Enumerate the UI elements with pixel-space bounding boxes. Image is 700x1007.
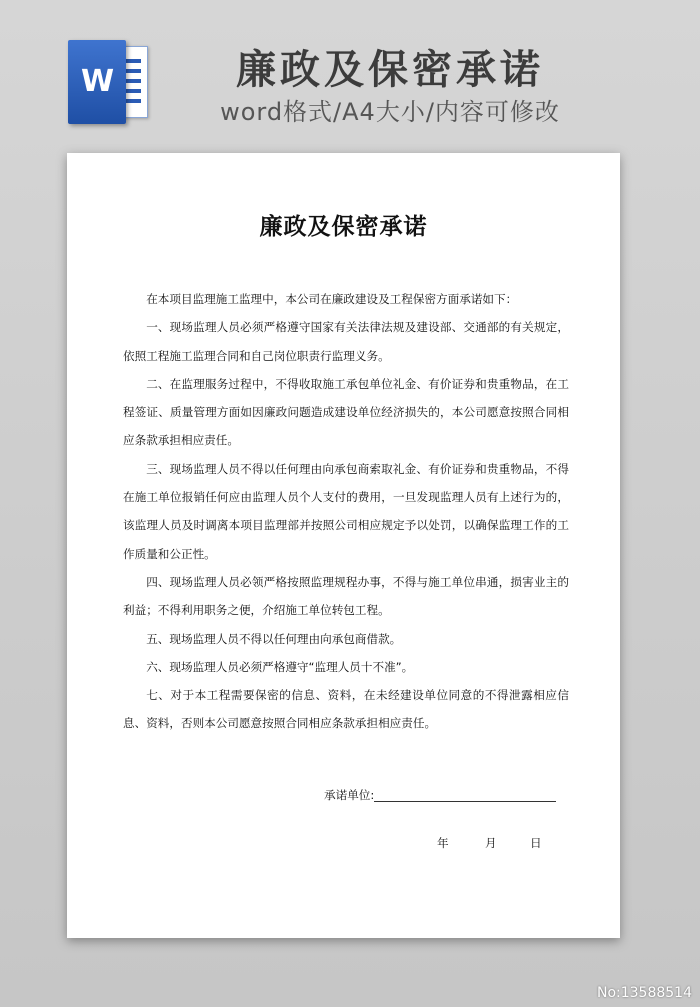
image-id-label: No:13588514 (596, 985, 692, 1001)
signature-line (374, 789, 556, 802)
paragraph-item-6: 六、现场监理人员必须严格遵守“监理人员十不准”。 (146, 659, 414, 674)
date-year-label: 年 (437, 836, 449, 850)
paragraph-item-4: 四、现场监理人员必领严格按照监理规程办事，不得与施工单位串通，损害业主的利益；不得利用职务之便，介绍施工单位转包工程。 (123, 574, 569, 618)
document-body (123, 285, 569, 738)
word-document-icon (68, 40, 150, 124)
paragraph-intro: 在本项目监理施工监理中，本公司在廉政建设及工程保密方面承诺如下： (146, 292, 518, 306)
paragraph-item-1: 一、现场监理人员必须严格遵守国家有关法律法规及建设部、交通部的有关规定，依照工程施工监理合同和自己岗位职责行监理义务。 (123, 320, 569, 363)
paragraph-item-3: 三、现场监理人员不得以任何理由向承包商索取礼金、有价证券和贵重物品，不得在施工单位报销任何应由监理人员个人支付的费用，一旦发现监理人员有上述行为的，该监理人员及时调离本项目监理部并按照公司相应规定予以处罚，以确保监理工作的工作质量和公正性。 (123, 461, 569, 561)
date-day-label: 日 (530, 836, 542, 850)
signature-label: 承诺单位: (324, 788, 375, 802)
document-page (67, 153, 620, 938)
paragraph-item-5: 五、现场监理人员不得以任何理由向承包商借款。 (146, 631, 402, 646)
paragraph-item-7: 七、对于本工程需要保密的信息、资料，在未经建设单位同意的不得泄露相应信息、资料，否则本公司愿意按照合同相应条款承担相应责任。 (123, 688, 569, 731)
paragraph-item-2: 二、在监理服务过程中，不得收取施工承包单位礼金、有价证券和贵重物品，在工程签证、质量管理方面如因廉政问题造成建设单位经济损失的，本公司愿意按照合同相应条款承担相应责任。 (123, 376, 569, 448)
word-logo-badge: W (68, 40, 126, 124)
header-subtitle: word格式/A4大小/内容可修改 (220, 98, 560, 126)
signature-row (324, 787, 564, 803)
header-title: 廉政及保密承诺 (236, 47, 544, 93)
page-header (0, 0, 700, 150)
date-month-label: 月 (485, 836, 497, 850)
document-title: 廉政及保密承诺 (259, 214, 428, 240)
